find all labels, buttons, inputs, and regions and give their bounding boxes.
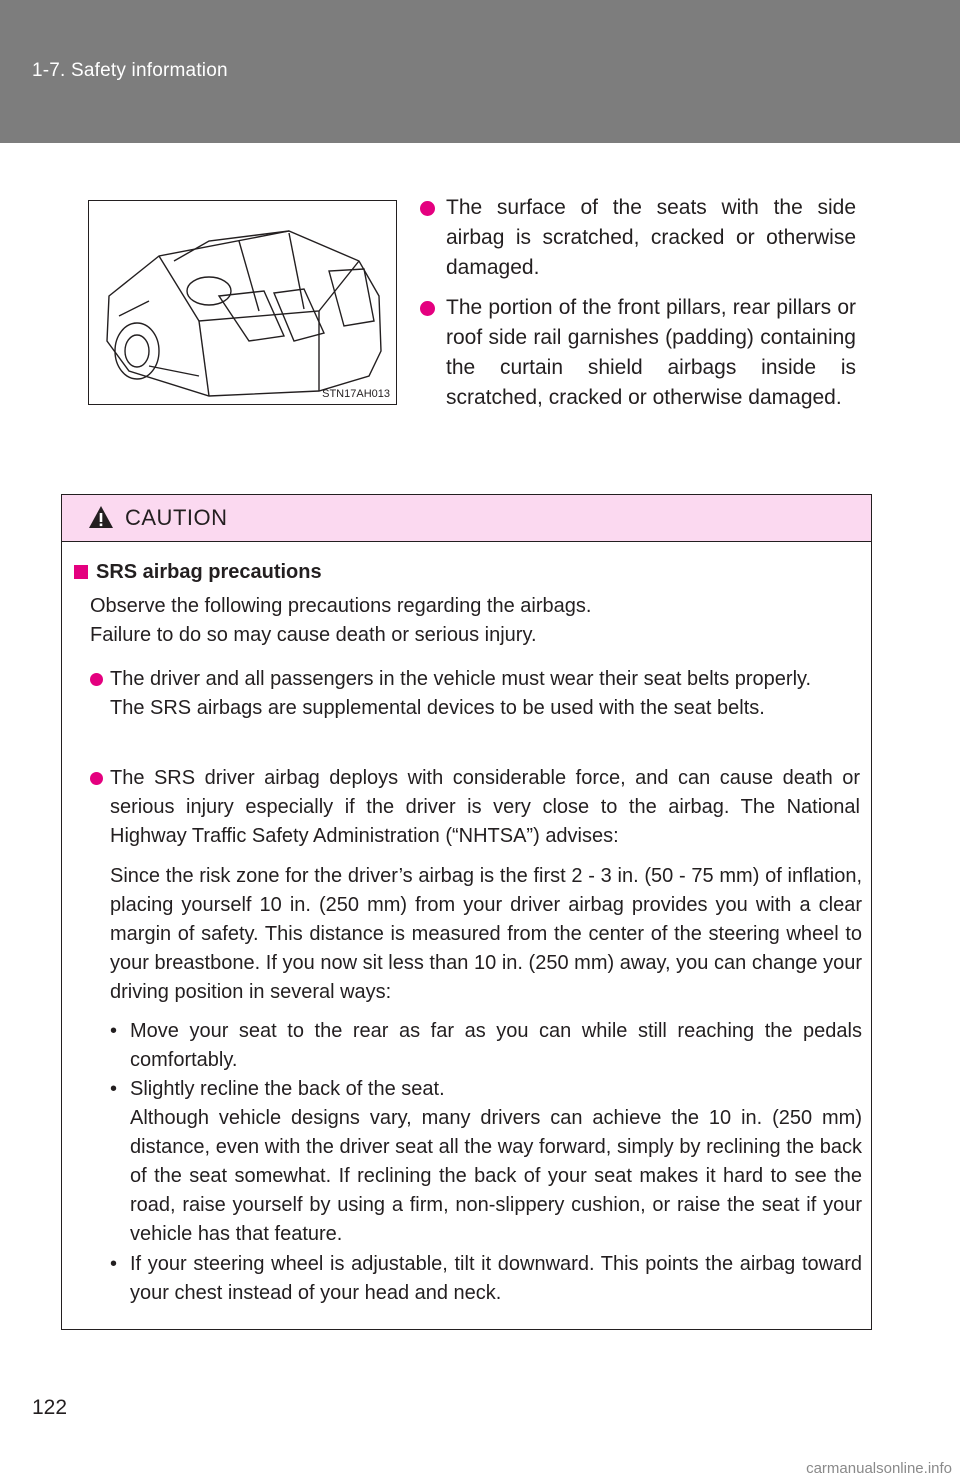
list-item-text: The portion of the front pillars, rear pillars or roof side rail garnishes (padding) containing the curtain shield airbags inside is scratched, cracked or otherwise damaged. <box>446 296 856 409</box>
list-item <box>90 665 860 723</box>
damage-conditions-list <box>420 193 856 423</box>
caution-header <box>62 495 871 542</box>
list-item-text: The driver and all passengers in the vehicle must wear their seat belts properly. <box>110 668 812 690</box>
list-item-text: Move your seat to the rear as far as you can while still reaching the pedals comfortably. <box>130 1020 862 1071</box>
caution-intro <box>90 592 860 650</box>
list-item-text: The SRS airbags are supplemental devices to be used with the seat belts. <box>110 697 765 719</box>
bullet-dot-icon: • <box>110 1253 118 1275</box>
list-item <box>110 1075 862 1249</box>
page-header <box>0 0 960 143</box>
list-item <box>110 1017 862 1075</box>
vehicle-airbag-illustration <box>88 200 397 405</box>
bullet-dot-icon: • <box>110 1020 118 1042</box>
list-item <box>110 1250 862 1308</box>
figure-code: STN17AH013 <box>322 388 390 400</box>
bullet-dot-icon <box>420 201 435 216</box>
watermark: carmanualsonline.info <box>806 1460 952 1477</box>
caution-subtitle <box>74 561 322 584</box>
list-item <box>90 764 860 851</box>
caution-subtitle-text: SRS airbag precautions <box>96 561 322 583</box>
nhtsa-advice: Since the risk zone for the driver’s airbag is the first 2 - 3 in. (50 - 75 mm) of inflation, placing yourself 10 in. (250 mm) from your driver airbag provides you with a clear margin of safety. This distance is measured from the center of the steering wheel to your breastbone. If you now sit less than 10 in. (250 mm) away, you can change your driving position in several ways: <box>110 865 862 1003</box>
bullet-dot-icon: • <box>110 1078 118 1100</box>
square-bullet-icon <box>74 565 88 579</box>
bullet-dot-icon <box>90 673 103 686</box>
list-item <box>420 193 856 283</box>
caution-box <box>61 494 872 1330</box>
list-item-text: The surface of the seats with the side airbag is scratched, cracked or otherwise damaged. <box>446 196 856 279</box>
section-title: 1-7. Safety information <box>32 60 228 81</box>
page-number: 122 <box>32 1396 68 1419</box>
bullet-dot-icon <box>420 301 435 316</box>
bullet-dot-icon <box>90 772 103 785</box>
intro-line-1: Observe the following precautions regarding the airbags. <box>90 595 592 617</box>
car-interior-drawing <box>89 201 395 403</box>
list-item-text: If your steering wheel is adjustable, tilt it downward. This points the airbag toward your chest instead of your head and neck. <box>130 1253 862 1304</box>
list-item-text: The SRS driver airbag deploys with considerable force, and can cause death or serious injury especially if the driver is very close to the airbag. The National Highway Traffic Safety Administration (“NHTSA”) advises: <box>110 767 860 847</box>
list-item <box>420 293 856 413</box>
intro-line-2: Failure to do so may cause death or serious injury. <box>90 624 537 646</box>
warning-triangle-icon <box>88 505 114 529</box>
caution-title: CAUTION <box>125 505 228 530</box>
list-item-text: Slightly recline the back of the seat. <box>130 1078 445 1100</box>
list-item-text: Although vehicle designs vary, many drivers can achieve the 10 in. (250 mm) distance, even with the driver seat all the way forward, simply by reclining the back of the seat somewhat. If reclining the back of your seat makes it hard to see the road, raise yourself by using a firm, non-slippery cushion, or raise the seat if your vehicle has that feature. <box>130 1107 862 1245</box>
